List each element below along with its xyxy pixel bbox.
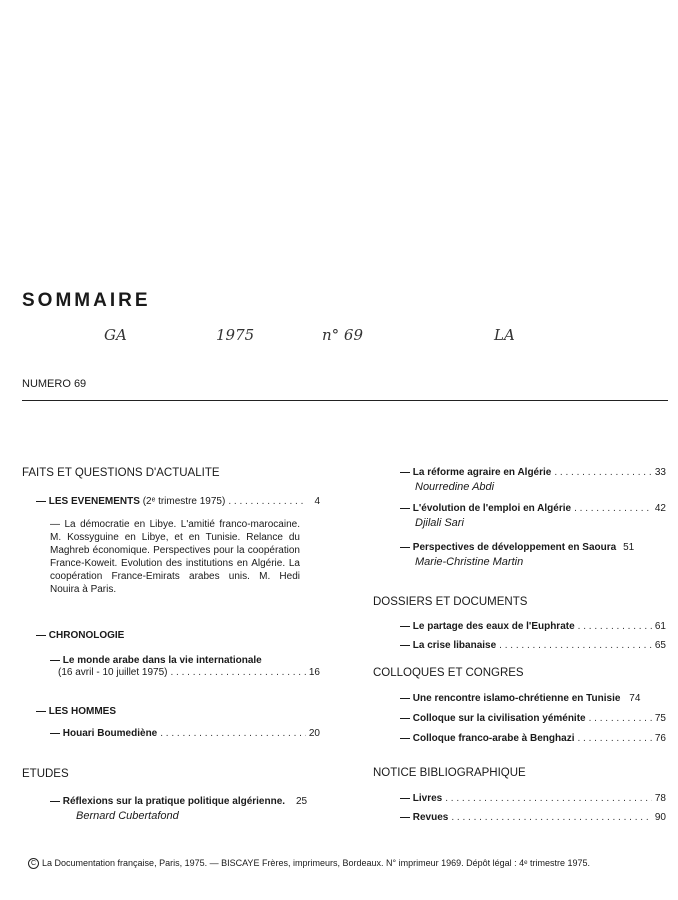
toc-label: — La crise libanaise bbox=[400, 640, 497, 651]
toc-page: 65 bbox=[654, 640, 666, 651]
section-heading: DOSSIERS ET DOCUMENTS bbox=[373, 596, 528, 608]
footer-text: La Documentation française, Paris, 1975. — BISCAYE Frères, imprimeurs, Bordeaux. N° imprimeur 1969. Dépôt légal : 4ᵉ trimestre 1975. bbox=[42, 858, 591, 868]
handwritten-note: LA bbox=[494, 326, 515, 344]
toc-page: 33 bbox=[654, 467, 666, 478]
section-heading: NOTICE BIBLIOGRAPHIQUE bbox=[373, 767, 526, 779]
copyright-icon: C bbox=[28, 858, 39, 869]
toc-label: — LES EVENEMENTS bbox=[36, 496, 140, 507]
author-name: Marie-Christine Martin bbox=[415, 556, 524, 568]
toc-leader bbox=[586, 712, 652, 726]
section-heading: COLLOQUES ET CONGRES bbox=[373, 667, 524, 679]
toc-entry bbox=[400, 466, 666, 480]
toc-sub: (2ᵉ trimestre 1975) bbox=[142, 496, 226, 507]
toc-entry bbox=[400, 732, 666, 746]
toc-page: 90 bbox=[654, 812, 666, 823]
author-name: Nourredine Abdi bbox=[415, 481, 495, 493]
page-title: SOMMAIRE bbox=[22, 290, 151, 311]
toc-sub: (16 avril - 10 juillet 1975) bbox=[58, 667, 168, 678]
toc-entry bbox=[400, 502, 666, 516]
toc-page: 4 bbox=[314, 496, 320, 507]
toc-page: 16 bbox=[308, 667, 320, 678]
handwritten-note: n° 69 bbox=[322, 326, 364, 344]
divider bbox=[22, 400, 668, 401]
author-name: Bernard Cubertafond bbox=[76, 810, 179, 822]
toc-page: 42 bbox=[654, 503, 666, 514]
toc-page: 20 bbox=[308, 728, 320, 739]
toc-label: — Colloque sur la civilisation yéménite bbox=[400, 713, 586, 724]
toc-description: — La démocratie en Libye. L'amitié franco-marocaine. M. Kossyguine en Libye, et en Tunisie. Relance du Maghreb économique. Perspectives pour la coopération France-Koweit. Evolution des institutions en Algérie. La coopération France-Emirats arabes unis. M. Hedi Nouira à Paris. bbox=[50, 519, 300, 595]
handwritten-note: GA bbox=[104, 326, 127, 344]
toc-leader bbox=[225, 495, 306, 509]
handwritten-note: 1975 bbox=[216, 326, 255, 344]
toc-label: — Réflexions sur la pratique politique algérienne. bbox=[50, 796, 286, 807]
toc-page: 25 bbox=[295, 796, 308, 807]
toc-label: — Le partage des eaux de l'Euphrate bbox=[400, 621, 575, 632]
toc-entry bbox=[400, 792, 666, 806]
toc-page: 61 bbox=[654, 621, 666, 632]
toc-entry bbox=[400, 712, 666, 726]
toc-label: — Houari Boumediène bbox=[50, 728, 158, 739]
toc-page: 78 bbox=[654, 793, 666, 804]
toc-leader bbox=[157, 727, 306, 741]
toc-leader bbox=[168, 666, 307, 680]
toc-page: 74 bbox=[629, 693, 641, 704]
toc-entry bbox=[50, 795, 325, 809]
toc-entry bbox=[400, 639, 666, 653]
toc-leader bbox=[551, 466, 652, 480]
toc-leader bbox=[571, 502, 652, 516]
copyright-footer bbox=[28, 858, 670, 869]
toc-entry bbox=[400, 692, 666, 706]
toc-label: — Revues bbox=[400, 812, 449, 823]
toc-label: — L'évolution de l'emploi en Algérie bbox=[400, 503, 572, 514]
toc-leader bbox=[448, 811, 652, 825]
toc-entry bbox=[400, 811, 666, 825]
toc-page: 76 bbox=[654, 733, 666, 744]
toc-heading: — CHRONOLOGIE bbox=[36, 630, 125, 641]
toc-page: 75 bbox=[654, 713, 666, 724]
toc-leader bbox=[574, 732, 652, 746]
issue-number: NUMERO 69 bbox=[22, 378, 87, 390]
toc-entry bbox=[400, 620, 666, 634]
toc-entry bbox=[400, 541, 666, 555]
toc-label: — La réforme agraire en Algérie bbox=[400, 467, 552, 478]
toc-leader bbox=[442, 792, 652, 806]
toc-entry bbox=[50, 727, 320, 741]
toc-entry bbox=[36, 495, 320, 509]
toc-label: — Perspectives de développement en Saoura bbox=[400, 542, 617, 553]
toc-label: — Colloque franco-arabe à Benghazi bbox=[400, 733, 575, 744]
toc-entry bbox=[58, 666, 320, 680]
toc-leader bbox=[496, 639, 652, 653]
section-heading: ETUDES bbox=[22, 768, 69, 780]
toc-label: — Le monde arabe dans la vie internationale bbox=[50, 655, 262, 666]
author-name: Djilali Sari bbox=[415, 517, 464, 529]
section-heading: FAITS ET QUESTIONS D'ACTUALITE bbox=[22, 467, 220, 479]
toc-label: — Une rencontre islamo-chrétienne en Tunisie bbox=[400, 693, 621, 704]
toc-page: 51 bbox=[623, 542, 635, 553]
toc-leader bbox=[575, 620, 652, 634]
toc-label: — Livres bbox=[400, 793, 443, 804]
toc-heading: — LES HOMMES bbox=[36, 706, 117, 717]
